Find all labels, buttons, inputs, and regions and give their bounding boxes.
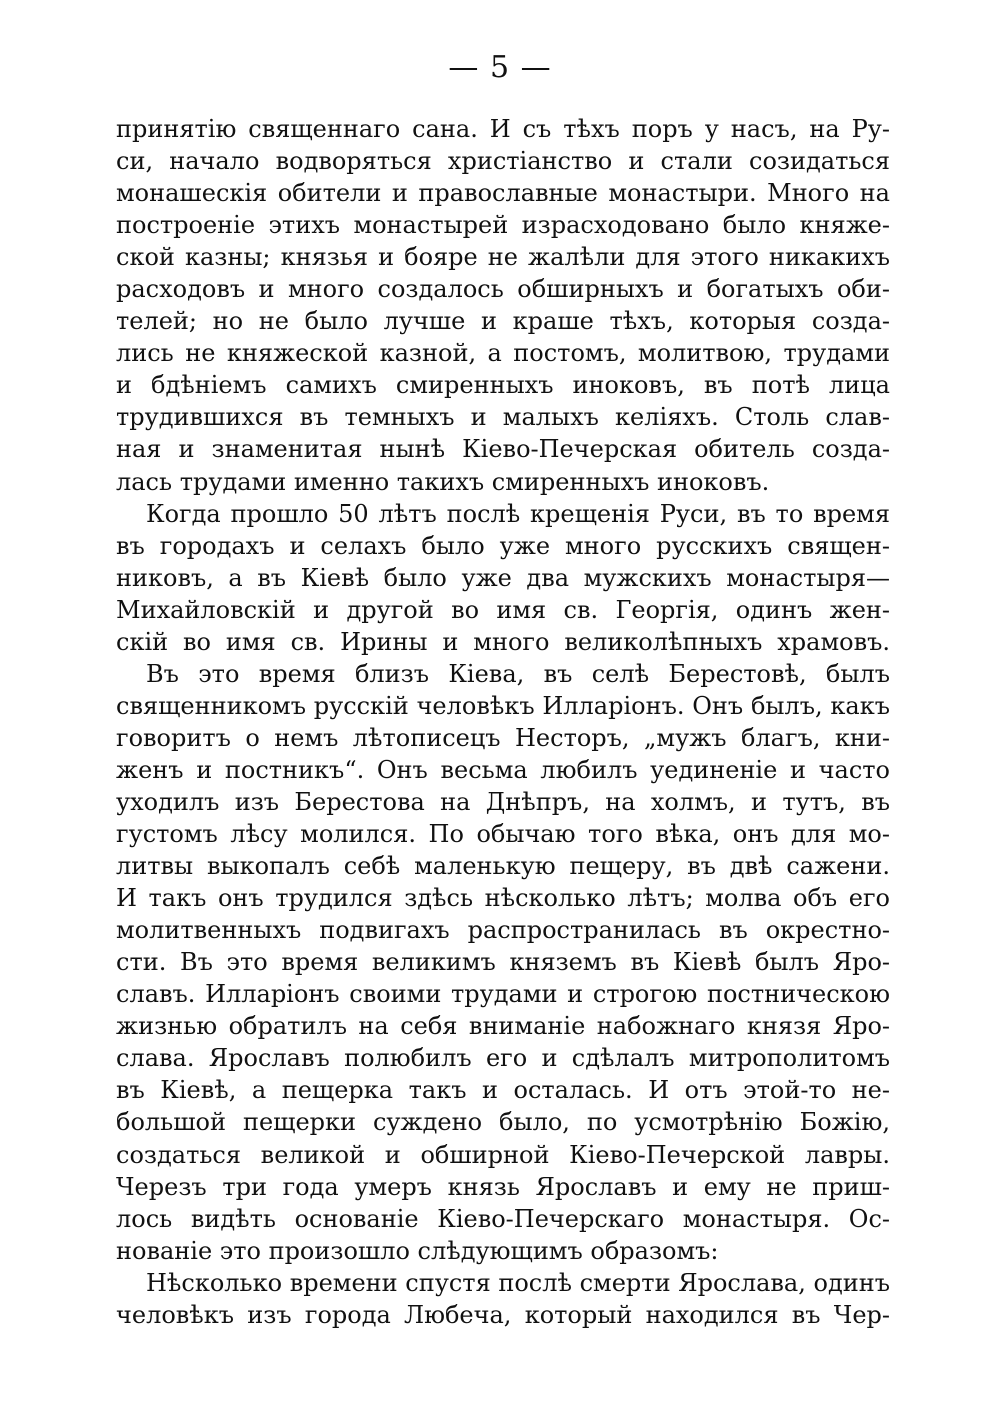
text-line: славъ. Илларіонъ своими трудами и строгою постническою	[116, 980, 890, 1009]
text-line: телей; но не было лучше и краше тѣхъ, которыя созда-	[116, 307, 890, 336]
paragraph-3	[116, 658, 890, 1267]
text-line: въ Кіевѣ, а пещерка такъ и осталась. И отъ этой-то не-	[116, 1076, 890, 1105]
text-line: лась трудами именно такихъ смиренныхъ иноковъ.	[116, 467, 770, 496]
text-line: никовъ, а въ Кіевѣ было уже два мужскихъ монастыря—	[116, 563, 890, 592]
text-line: ная и знаменитая нынѣ Кіево-Печерская обитель созда-	[116, 435, 890, 464]
paragraph-4	[116, 1267, 890, 1331]
text-line: человѣкъ изъ города Любеча, который находился въ Чер-	[116, 1300, 890, 1329]
text-line: си, начало водворяться христіанство и стали созидаться	[116, 147, 890, 176]
paragraph-1	[116, 113, 890, 498]
text-line: создаться великой и обширной Кіево-Печерской лавры.	[116, 1140, 890, 1169]
text-line: сти. Въ это время великимъ княземъ въ Кіевѣ былъ Яро-	[116, 948, 890, 977]
text-line: слава. Ярославъ полюбилъ его и сдѣлалъ митрополитомъ	[116, 1044, 890, 1073]
text-line: принятію священнаго сана. И съ тѣхъ поръ у насъ, на Ру-	[116, 115, 890, 143]
text-line: ской казны; князья и бояре не жалѣли для этого никакихъ	[116, 243, 890, 272]
text-line: уходилъ изъ Берестова на Днѣпръ, на холмъ, и тутъ, въ	[116, 787, 890, 816]
text-line: густомъ лѣсу молился. По обычаю того вѣка, онъ для мо-	[116, 820, 890, 849]
text-line: священникомъ русскій человѣкъ Илларіонъ. Онъ былъ, какъ	[116, 691, 890, 720]
text-line: построеніе этихъ монастырей израсходовано было княже-	[116, 211, 890, 240]
text-line: Въ это время близъ Кіева, въ селѣ Берестовѣ, былъ	[146, 659, 890, 688]
text-line: расходовъ и много создалось обширныхъ и богатыхъ оби-	[116, 275, 890, 304]
text-line: лись не княжеской казной, а постомъ, молитвою, трудами	[116, 339, 890, 368]
text-line: лось видѣть основаніе Кіево-Печерскаго монастыря. Ос-	[116, 1204, 890, 1233]
text-line: литвы выкопалъ себѣ маленькую пещеру, въ двѣ сажени.	[116, 852, 890, 881]
text-line: И такъ онъ трудился здѣсь нѣсколько лѣтъ; молва объ его	[116, 884, 890, 913]
text-line: Черезъ три года умеръ князь Ярославъ и ему не приш-	[116, 1172, 890, 1201]
text-line: и бдѣніемъ самихъ смиренныхъ иноковъ, въ потѣ лица	[116, 371, 890, 400]
text-line: молитвенныхъ подвигахъ распространилась въ окрестно-	[116, 916, 890, 945]
text-line: нованіе это произошло слѣдующимъ образомъ:	[116, 1236, 719, 1265]
text-line: жизнью обратилъ на себя вниманіе набожнаго князя Яро-	[116, 1012, 890, 1041]
text-line: Нѣсколько времени спустя послѣ смерти Ярослава, одинъ	[146, 1268, 890, 1297]
text-line: скій во имя св. Ирины и много великолѣпныхъ храмовъ.	[116, 627, 890, 656]
body-text	[116, 113, 890, 1331]
text-line: въ городахъ и селахъ было уже много русскихъ священ-	[116, 531, 890, 560]
text-line: трудившихся въ темныхъ и малыхъ келіяхъ. Столь слав-	[116, 403, 890, 432]
text-line: Когда прошло 50 лѣтъ послѣ крещенія Руси, въ то время	[146, 499, 890, 528]
text-line: женъ и постникъ“. Онъ весьма любилъ уединеніе и часто	[116, 755, 890, 784]
page-number: — 5 —	[448, 50, 552, 85]
paragraph-2	[116, 498, 890, 658]
text-line: большой пещерки суждено было, по усмотрѣнію Божію,	[116, 1108, 890, 1137]
text-line: монашескія обители и православные монастыри. Много на	[116, 179, 890, 208]
text-line: говоритъ о немъ лѣтописецъ Несторъ, „мужъ благъ, кни-	[116, 723, 890, 752]
text-line: Михайловскій и другой во имя св. Георгія, одинъ жен-	[116, 595, 890, 624]
